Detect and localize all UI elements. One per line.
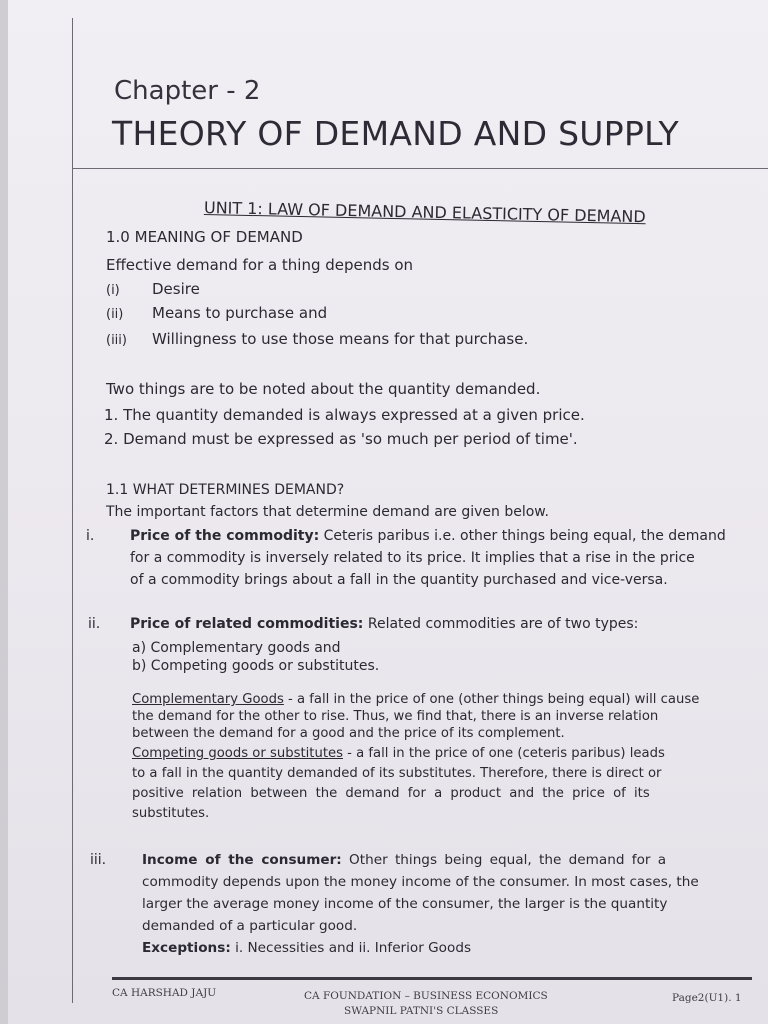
section-heading-1-1: 1.1 WHAT DETERMINES DEMAND? [106, 482, 345, 498]
factor-number: ii. [88, 616, 101, 632]
factor-number: i. [86, 528, 95, 544]
factor-income-line: larger the average money income of the consumer, the larger is the quantity [142, 896, 668, 912]
complementary-line: between the demand for a good and the price of its complement. [132, 726, 565, 741]
factor-income-line: demanded of a particular good. [142, 918, 358, 934]
point-2: 2. Demand must be expressed as 'so much per period of time'. [104, 430, 578, 448]
list-item: (ii) Means to purchase and [106, 304, 328, 322]
factor-number: iii. [90, 852, 107, 868]
section-intro: Effective demand for a thing depends on [106, 256, 414, 274]
complementary-line: Complementary Goods - a fall in the price of one (other things being equal) will cause [132, 692, 700, 707]
section-heading-1-0: 1.0 MEANING OF DEMAND [106, 228, 303, 246]
footer-author: CA HARSHAD JAJU [112, 987, 217, 999]
chapter-label: Chapter - 2 [114, 76, 261, 106]
substitutes-line: Competing goods or substitutes - a fall in the price of one (ceteris paribus) leads [132, 746, 665, 761]
substitutes-line: positive relation between the demand for a product and the price of its [132, 786, 650, 801]
chapter-title: THEORY OF DEMAND AND SUPPLY [112, 114, 679, 153]
sub-item: a) Complementary goods and [132, 640, 341, 656]
page-border-left [72, 18, 73, 1003]
exceptions-line: Exceptions: i. Necessities and ii. Inferior Goods [142, 940, 472, 956]
complementary-line: the demand for the other to rise. Thus, we find that, there is an inverse relation [132, 709, 659, 724]
factor-price-line: Price of the commodity: Ceteris paribus i.e. other things being equal, the demand [130, 528, 726, 544]
factor-income-line: commodity depends upon the money income of the consumer. In most cases, the [142, 874, 699, 890]
document-page [8, 0, 768, 1024]
footer-page-number: Page2(U1). 1 [672, 992, 742, 1004]
unit-heading: UNIT 1: LAW OF DEMAND AND ELASTICITY OF DEMAND [203, 198, 646, 227]
list-item: (iii) Willingness to use those means for that purchase. [106, 330, 529, 348]
sub-item: b) Competing goods or substitutes. [132, 658, 380, 674]
factor-price-line: for a commodity is inversely related to its price. It implies that a rise in the price [130, 550, 695, 566]
footer-rule [112, 977, 752, 980]
section-intro: The important factors that determine demand are given below. [106, 504, 549, 520]
note-text: Two things are to be noted about the quantity demanded. [106, 380, 541, 398]
factor-related-line: Price of related commodities: Related commodities are of two types: [130, 616, 639, 632]
list-item: (i) Desire [106, 280, 200, 298]
footer-classes: SWAPNIL PATNI'S CLASSES [344, 1005, 499, 1017]
footer-course: CA FOUNDATION – BUSINESS ECONOMICS [304, 990, 548, 1002]
factor-price-line: of a commodity brings about a fall in the quantity purchased and vice-versa. [130, 572, 668, 588]
substitutes-line: substitutes. [132, 806, 210, 821]
substitutes-line: to a fall in the quantity demanded of its substitutes. Therefore, there is direct or [132, 766, 662, 781]
header-rule [72, 168, 768, 169]
factor-income-line: Income of the consumer: Other things being equal, the demand for a [142, 852, 667, 868]
point-1: 1. The quantity demanded is always expressed at a given price. [104, 406, 585, 424]
